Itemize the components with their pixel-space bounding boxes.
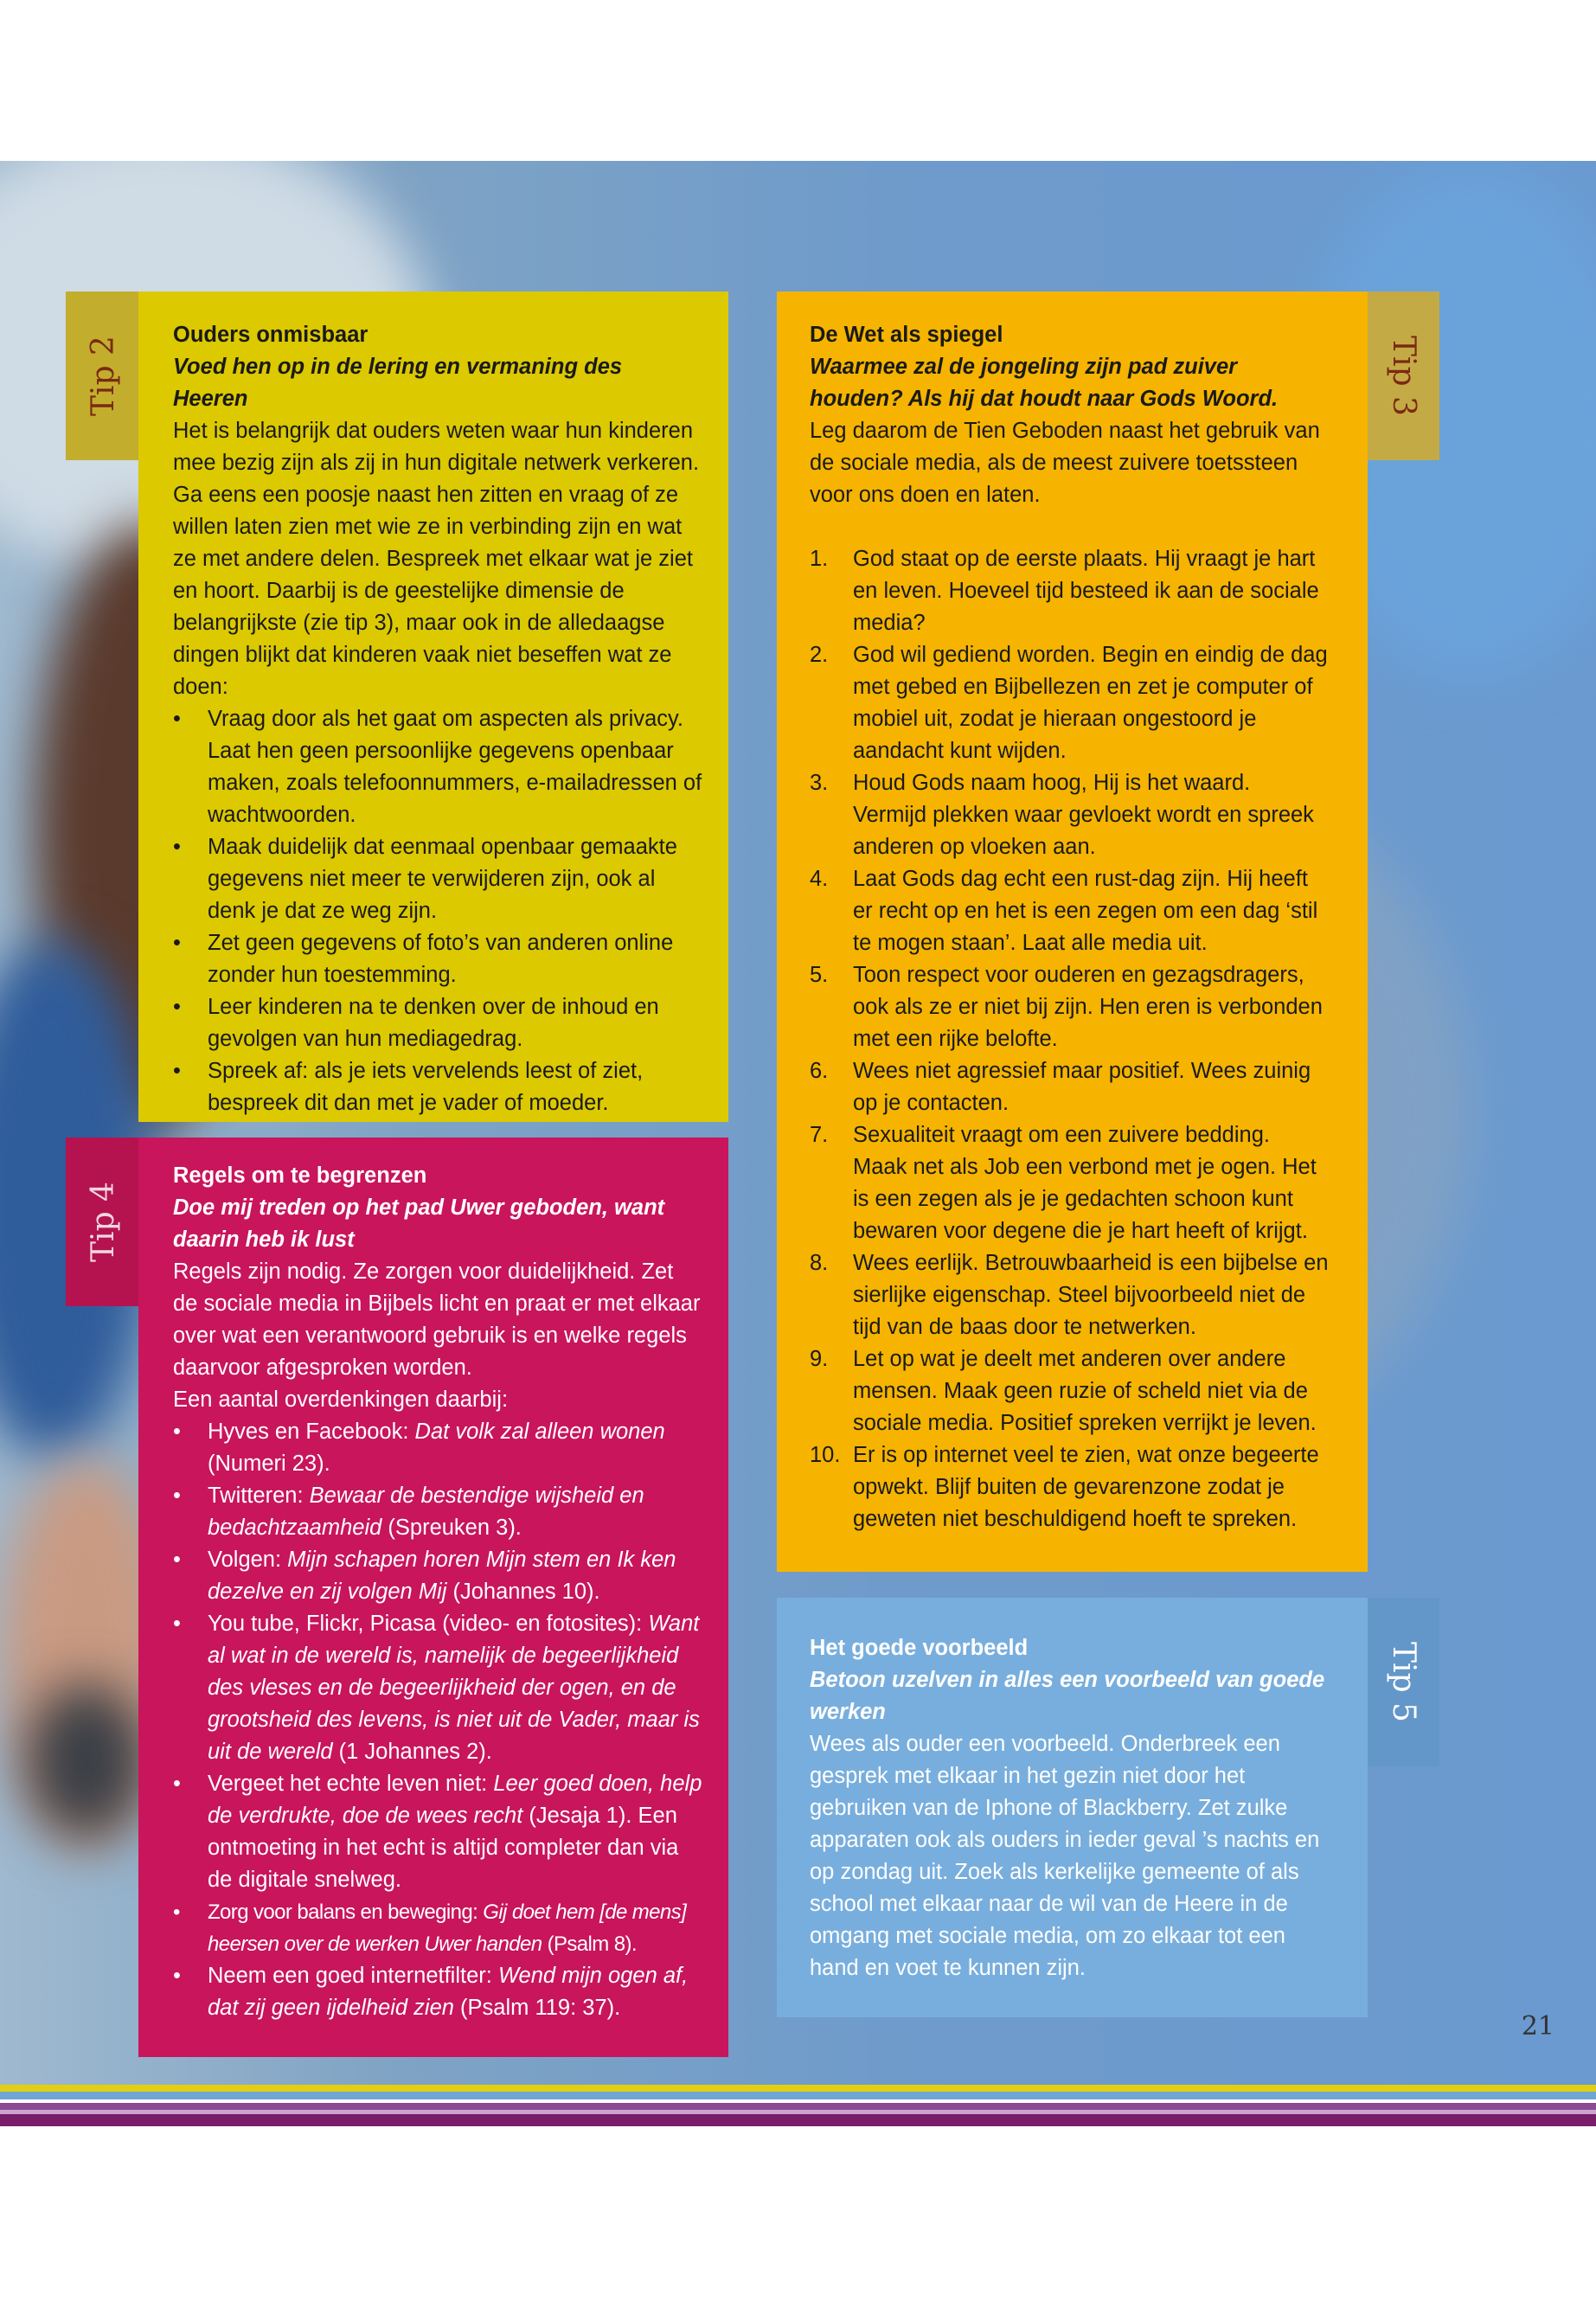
tip-4-intro-2: Een aantal overdenkingen daarbij:: [173, 1388, 509, 1412]
tip-2-heading: Ouders onmisbaar: [173, 323, 369, 347]
tip-2-list: [173, 703, 702, 1119]
tip-2-intro: Het is belangrijk dat ouders weten waar hun kinderen mee bezig zijn als zij in hun digitale netwerk verkeren. Ga eens een poosje naast hen zitten en vraag of ze willen laten zien met wie ze in verbinding zijn en wat ze met andere delen. Bespreek met elkaar wat je ziet en hoort. Daarbij is de geestelijke dimensie de belangrijkste (zie tip 3), maar ook in de alledaagse dingen blijkt dat kinderen vaak niet beseffen wat ze doen:: [173, 419, 700, 699]
tip-3-tab: [1368, 292, 1439, 460]
tip-4-label: Tip 4: [85, 1182, 121, 1262]
stripe-darkpurple: [0, 2114, 1596, 2126]
tip-5-box: [777, 1598, 1368, 2017]
list-item: 3. Houd Gods naam hoog, Hij is het waard. Vermijd plekken waar gevloekt wordt en spreek anderen op vloeken aan.: [810, 771, 1314, 859]
tip-5-heading: Het goede voorbeeld: [810, 1636, 1029, 1660]
list-item: 4. Laat Gods dag echt een rust-dag zijn. Hij heeft er recht op en het is een zegen om een dag ‘stil te mogen staan’. Laat alle media uit.: [810, 867, 1318, 955]
stripe-blue: [0, 2092, 1596, 2099]
tip-5-label: Tip 5: [1386, 1642, 1422, 1722]
list-item: • You tube, Flickr, Picasa (video- en fotosites): Want al wat in de wereld is, namelijk de begeerlijkheid des vleses en de begeerlijkheid der ogen, en de grootsheid des levens, is niet uit de Vader, maar is uit de wereld (1 Johannes 2).: [173, 1608, 702, 1768]
tip-3-list: [810, 543, 1330, 1535]
tip-4-list: [173, 1416, 702, 2024]
tip-3-heading: De Wet als spiegel: [810, 323, 1003, 347]
list-item: • Zet geen gegevens of foto’s van anderen online zonder hun toestemming.: [173, 927, 702, 991]
list-item: 1. God staat op de eerste plaats. Hij vraagt je hart en leven. Hoeveel tijd besteed ik aan de sociale media?: [810, 547, 1319, 635]
tip-5-subheading: Betoon uzelven in alles een voorbeeld van goede werken: [810, 1668, 1325, 1724]
list-item: 6. Wees niet agressief maar positief. Wees zuinig op je contacten.: [810, 1059, 1311, 1115]
page-number: 21: [1521, 2011, 1554, 2041]
list-item: • Vraag door als het gaat om aspecten als privacy. Laat hen geen persoonlijke gegevens openbaar maken, zoals telefoonnummers, e-mailadressen of wachtwoorden.: [173, 703, 702, 831]
list-item: 8. Wees eerlijk. Betrouwbaarheid is een bijbelse en sierlijke eigenschap. Steel bijvoorbeeld niet de tijd van de baas door te netwerken.: [810, 1251, 1329, 1339]
list-item: • Vergeet het echte leven niet: Leer goed doen, help de verdrukte, doe de wees recht (Jesaja 1). Een ontmoeting in het echt is altijd completer dan via de digitale snelweg.: [173, 1768, 702, 1896]
tip-4-tab: [66, 1138, 140, 1306]
list-item: • Volgen: Mijn schapen horen Mijn stem en Ik ken dezelve en zij volgen Mij (Johannes 10).: [173, 1544, 702, 1608]
list-item: • Leer kinderen na te denken over de inhoud en gevolgen van hun mediagedrag.: [173, 991, 702, 1055]
tip-4-intro: Regels zijn nodig. Ze zorgen voor duidelijkheid. Zet de sociale media in Bijbels licht en praat er met elkaar over wat een verantwoord gebruik is en welke regels daarvoor afgesproken worden.: [173, 1259, 701, 1380]
tip-2-box: [138, 292, 728, 1122]
tip-3-intro: Leg daarom de Tien Geboden naast het gebruik van de sociale media, als de meest zuivere toetssteen voor ons doen en laten.: [810, 419, 1320, 507]
stripe-yellow: [0, 2085, 1596, 2092]
list-item: 9. Let op wat je deelt met anderen over andere mensen. Maak geen ruzie of scheld niet via de sociale media. Positief spreken verrijkt je leven.: [810, 1347, 1317, 1435]
tip-3-subheading: Waarmee zal de jongeling zijn pad zuiver houden? Als hij dat houdt naar Gods Woord.: [810, 355, 1279, 411]
list-item: • Twitteren: Bewaar de bestendige wijsheid en bedachtzaamheid (Spreuken 3).: [173, 1480, 702, 1544]
tip-3-box: [777, 292, 1368, 1572]
list-item: • Neem een goed internetfilter: Wend mijn ogen af, dat zij geen ijdelheid zien (Psalm 119: 37).: [173, 1960, 702, 2024]
tip-2-tab: [66, 292, 140, 460]
list-item: • Spreek af: als je iets vervelends leest of ziet, bespreek dit dan met je vader of moeder.: [173, 1055, 702, 1119]
stripe-purple: [0, 2103, 1596, 2110]
tip-5-body: Wees als ouder een voorbeeld. Onderbreek een gesprek met elkaar in het gezin niet door het gebruiken van de Iphone of Blackberry. Zet zulke apparaten ook als ouders in ieder geval ’s nachts en op zondag uit. Zoek als kerkelijke gemeente of als school met elkaar naar de wil van de Heere in de omgang met sociale media, om zo elkaar tot een hand en voet te kunnen zijn.: [810, 1732, 1320, 1980]
list-item: 10. Er is op internet veel te zien, wat onze begeerte opwekt. Blijf buiten de gevarenzone zodat je geweten niet beschuldigend hoeft te spreken.: [810, 1443, 1319, 1531]
list-item: • Maak duidelijk dat eenmaal openbaar gemaakte gegevens niet meer te verwijderen zijn, ook al denk je dat ze weg zijn.: [173, 831, 702, 927]
tip-2-subheading: Voed hen op in de lering en vermaning des Heeren: [173, 355, 623, 411]
list-item: • Zorg voor balans en beweging: Gij doet hem [de mens] heersen over de werken Uwer handen (Psalm 8).: [173, 1896, 702, 1960]
tip-4-box: [138, 1138, 728, 2057]
tip-5-tab: [1368, 1598, 1439, 1766]
tip-4-heading: Regels om te begrenzen: [173, 1163, 427, 1188]
list-item: 5. Toon respect voor ouderen en gezagsdragers, ook als ze er niet bij zijn. Hen eren is verbonden met een rijke belofte.: [810, 963, 1323, 1051]
tip-2-label: Tip 2: [85, 336, 121, 416]
list-item: 2. God wil gediend worden. Begin en eindig de dag met gebed en Bijbellezen en zet je computer of mobiel uit, zodat je hieraan ongestoord je aandacht kunt wijden.: [810, 643, 1328, 763]
tip-4-subheading: Doe mij treden op het pad Uwer geboden, want daarin heb ik lust: [173, 1195, 665, 1252]
tip-3-label: Tip 3: [1386, 336, 1422, 416]
list-item: 7. Sexualiteit vraagt om een zuivere bedding. Maak net als Job een verbond met je ogen. Het is een zegen als je je gedachten schoon kunt bewaren voor degene die je hart heeft of krijgt.: [810, 1123, 1317, 1243]
list-item: • Hyves en Facebook: Dat volk zal alleen wonen (Numeri 23).: [173, 1416, 702, 1480]
